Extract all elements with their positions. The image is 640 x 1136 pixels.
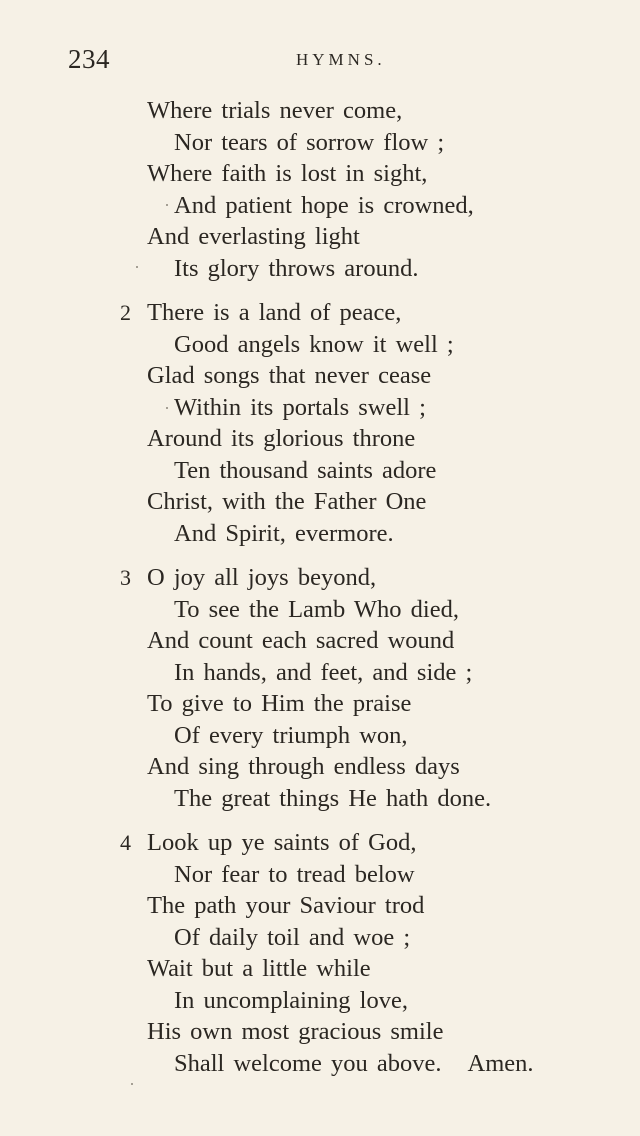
verse-line [0,922,640,954]
verse-line [0,190,640,222]
verse-line [0,329,640,361]
verse-line-text: Of daily toil and woe ; [174,923,411,951]
verse-line-text: The path your Saviour trod [147,892,425,919]
verse-line [0,455,640,487]
verse-line [0,720,640,752]
verse-line [0,127,640,159]
verse-line [0,953,640,985]
verse-line [0,562,640,594]
paper-speck [136,266,138,268]
verse-line-text: Shall welcome you above. [174,1049,442,1077]
verse-line-text: There is a land of peace, [147,299,402,326]
verse-line [0,1048,640,1080]
verse-line-text: Where faith is lost in sight, [147,160,428,187]
verse-line-text: Within its portals swell ; [174,393,426,421]
verse-line-text: The great things He hath done. [174,784,492,812]
verse-line-text: And patient hope is crowned, [174,191,474,219]
verse-line-text: Of every triumph won, [174,721,408,749]
verse-line [0,625,640,657]
verse-line-text: And sing through endless days [147,753,460,780]
verse-line [0,657,640,689]
verse-line [0,783,640,815]
verse-line [0,751,640,783]
verse [0,95,640,284]
verse-line-text: Its glory throws around. [174,254,419,282]
verse-line-text: In hands, and feet, and side ; [174,658,473,686]
verse-line [0,1016,640,1048]
verse-line-text: Ten thousand saints adore [174,456,437,484]
verse-line [0,594,640,626]
verse-line [0,486,640,518]
running-head: HYMNS. [296,50,386,69]
verse-line-text: Good angels know it well ; [174,330,454,358]
verse-line [0,890,640,922]
verse-number: 2 [120,300,131,325]
verse-line [0,985,640,1017]
verse-line [0,859,640,891]
verse-line [0,158,640,190]
verse-line [0,423,640,455]
verse-line-text: To give to Him the praise [147,690,412,717]
verse-line-text: Look up ye saints of God, [147,829,417,856]
verse-line-text: And everlasting light [147,223,360,250]
verse-line-text: Christ, with the Father One [147,488,427,515]
verse-line-text: In uncomplaining love, [174,986,408,1014]
paper-speck [166,204,168,206]
verse-line-text: Wait but a little while [147,955,371,982]
paper-speck [166,407,168,409]
verse [0,297,640,549]
verse-number: 4 [120,830,131,855]
verse-line [0,688,640,720]
verse-line [0,95,640,127]
verse-line [0,518,640,550]
verse [0,827,640,1079]
verse-line-text: Glad songs that never cease [147,362,432,389]
verse-line-text: His own most gracious smile [147,1018,444,1045]
verse-gap [0,549,640,562]
paper-speck [131,1083,133,1085]
verse-gap [0,814,640,827]
verse-line-text: Nor tears of sorrow flow ; [174,128,445,156]
verse-line [0,253,640,285]
verse-line-text: And count each sacred wound [147,627,455,654]
amen-text: Amen. [467,1049,534,1077]
verse-line [0,297,640,329]
verse [0,562,640,814]
verse-number: 3 [120,565,131,590]
verse-line-text: And Spirit, evermore. [174,519,394,547]
verse-line [0,360,640,392]
verse-gap [0,284,640,297]
verse-line [0,827,640,859]
hymn-text [0,95,640,1079]
verse-line [0,221,640,253]
verse-line-text: To see the Lamb Who died, [174,595,459,623]
verse-line-text: Around its glorious throne [147,425,416,452]
verse-line [0,392,640,424]
page-number: 234 [68,44,110,74]
verse-line-text: Nor fear to tread below [174,860,415,888]
verse-line-text: Where trials never come, [147,97,403,124]
verse-line-text: O joy all joys beyond, [147,564,377,591]
